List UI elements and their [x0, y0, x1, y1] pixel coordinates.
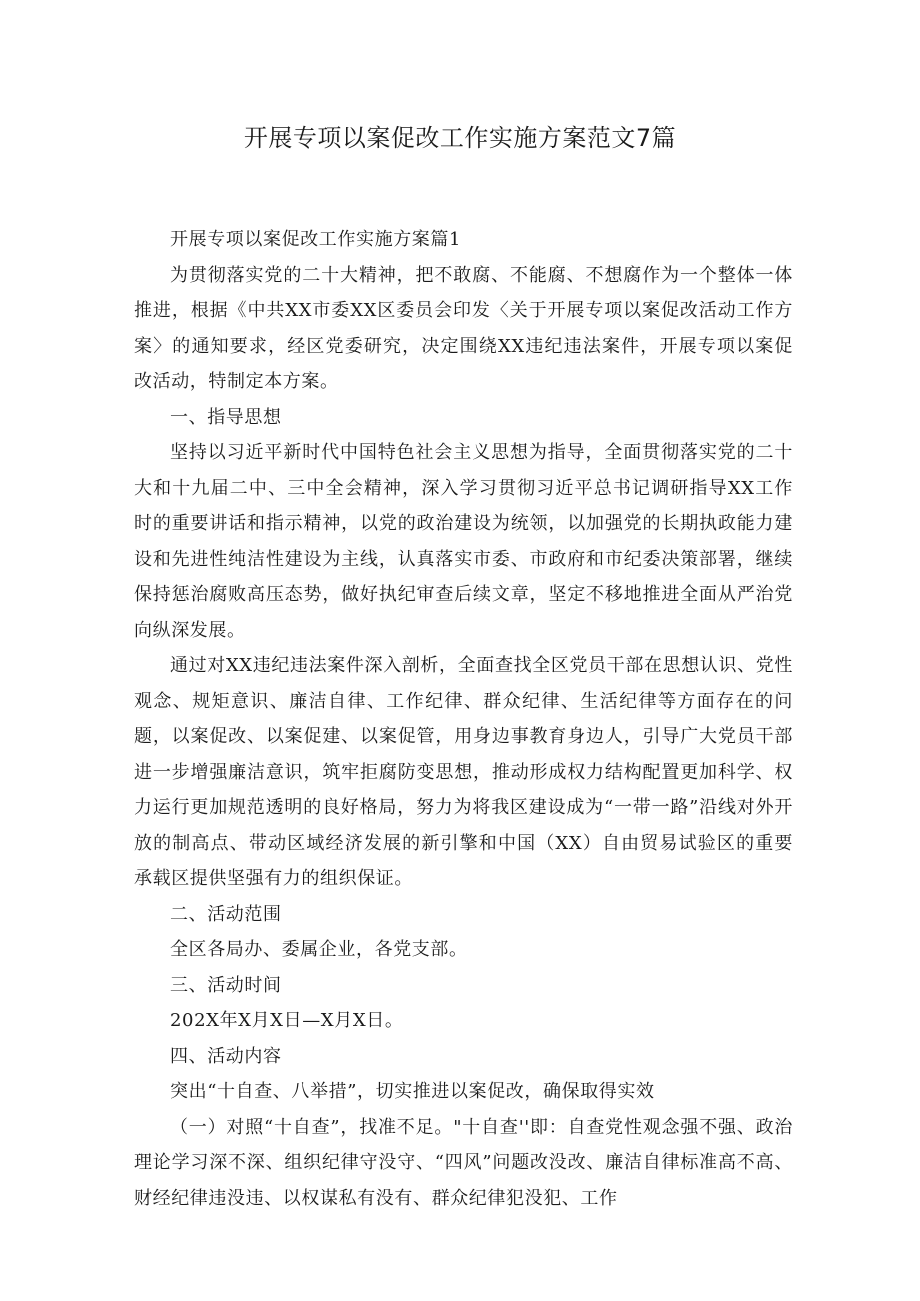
content-paragraph: 突出“十自查、八举措”，切实推进以案促改，确保取得实效 [170, 1081, 655, 1102]
guiding-ideology-paragraph: 坚持以习近平新时代中国特色社会主义思想为指导，全面贯彻落实党的二十大和十九届二中、三中全会精神，深入学习贯彻习近平总书记调研指导XX工作时的重要讲话和指示精神，以党的政治建设为统领，以加强党的长期执政能力建设和先进性纯洁性建设为主线，认真落实市委、市政府和市纪委决策部署，继续保持惩治腐败高压态势，做好执纪审查后续文章，坚定不移地推进全面从严治党向纵深发展。 [134, 442, 793, 641]
section-heading-content: 四、活动内容 [170, 1045, 282, 1067]
document-title: 开展专项以案促改工作实施方案范文7篇 [243, 124, 677, 152]
scope-paragraph: 全区各局办、委属企业，各党支部。 [170, 939, 468, 960]
goals-paragraph: 通过对XX违纪违法案件深入剖析，全面查找全区党员干部在思想认识、党性观念、规矩意识、廉洁自律、工作纪律、群众纪律、生活纪律等方面存在的问题，以案促改、以案促建、以案促管，用身边事教育身边人，引导广大党员干部进一步增强廉洁意识，筑牢拒腐防变思想，推动形成权力结构配置更加科学、权力运行更加规范透明的良好格局，努力为将我区建设成为“一带一路”沿线对外开放的制高点、带动区域经济发展的新引擎和中国（XX）自由贸易试验区的重要承载区提供坚强有力的组织保证。 [134, 655, 793, 889]
self-check-paragraph: （一）对照“十自查”，找准不足。"十自查''即：自查党性观念强不强、政治理论学习深不深、组织纪律守没守、“四风”问题改没改、廉洁自律标准高不高、财经纪律违没违、以权谋私有没有、群众纪律犯没犯、工作 [134, 1116, 793, 1209]
time-paragraph: 202X年X月X日—X月X日。 [170, 1010, 404, 1031]
document-body [134, 222, 793, 1216]
intro-paragraph: 为贯彻落实党的二十大精神，把不敢腐、不能腐、不想腐作为一个整体一体推进，根据《中共XX市委XX区委员会印发〈关于开展专项以案促改活动工作方案〉的通知要求，经区党委研究，决定围绕XX违纪违法案件，开展专项以案促改活动，特制定本方案。 [134, 264, 793, 392]
section-heading-scope: 二、活动范围 [170, 903, 282, 925]
section-heading-guiding-ideology: 一、指导思想 [170, 406, 282, 428]
section-heading-time: 三、活动时间 [170, 974, 282, 996]
article-subtitle: 开展专项以案促改工作实施方案篇1 [170, 229, 462, 250]
